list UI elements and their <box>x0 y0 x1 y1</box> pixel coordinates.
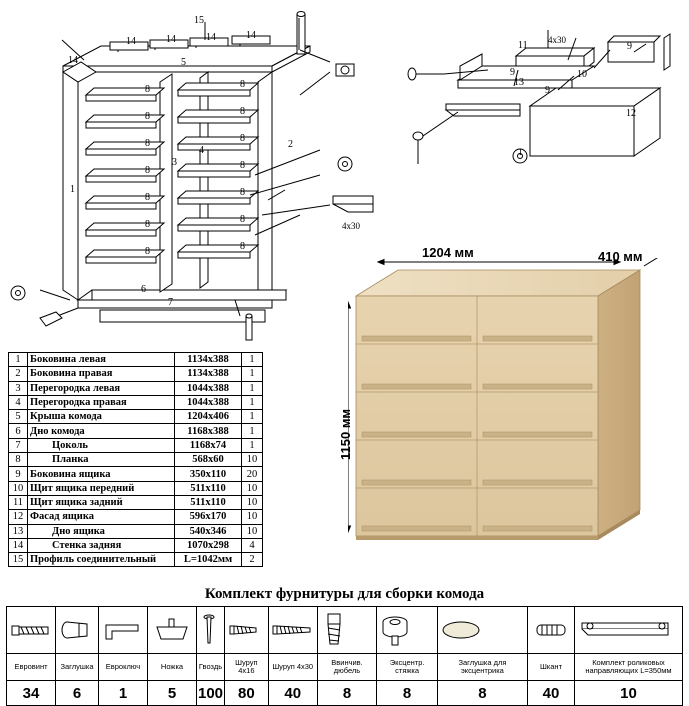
part-name: Планка <box>28 453 175 467</box>
callout-8-l4: 8 <box>145 165 150 176</box>
table-row <box>9 453 263 467</box>
hardware-name: Заглушка <box>56 654 99 681</box>
callout-14-e: 14 <box>68 55 78 66</box>
part-name: Боковина правая <box>28 367 175 381</box>
part-quantity: 2 <box>242 553 263 567</box>
hardware-quantity: 6 <box>56 681 99 706</box>
callout-14-b: 14 <box>166 34 176 45</box>
screw-4x16-icon <box>225 607 269 654</box>
drawer-callout-13: 13 <box>514 77 524 88</box>
table-row <box>9 381 263 395</box>
callout-8-l2: 8 <box>145 111 150 122</box>
hardware-name: Евровинт <box>7 654 56 681</box>
part-name: Перегородка правая <box>28 395 175 409</box>
hardware-quantity: 34 <box>7 681 56 706</box>
part-index: 9 <box>9 467 28 481</box>
callout-5: 5 <box>181 57 186 68</box>
part-dimension: 540х346 <box>175 524 242 538</box>
callout-7: 7 <box>168 297 173 308</box>
table-row <box>9 424 263 438</box>
table-row <box>9 467 263 481</box>
part-index: 7 <box>9 438 28 452</box>
nail-icon <box>197 607 225 654</box>
callout-8-r2: 8 <box>240 106 245 117</box>
drawer-callout-9-right: 9 <box>627 41 632 52</box>
callout-8-r5: 8 <box>240 187 245 198</box>
table-row <box>9 353 263 367</box>
part-quantity: 1 <box>242 410 263 424</box>
callout-8-l1: 8 <box>145 84 150 95</box>
hardware-name: Шкант <box>527 654 574 681</box>
callout-8-r7: 8 <box>240 241 245 252</box>
callout-14-a: 14 <box>126 36 136 47</box>
part-index: 11 <box>9 495 28 509</box>
hardware-quantity: 10 <box>575 681 683 706</box>
foot-icon <box>148 607 197 654</box>
part-quantity: 10 <box>242 495 263 509</box>
part-index: 5 <box>9 410 28 424</box>
part-dimension: 1044х388 <box>175 381 242 395</box>
hardware-qty-row <box>7 681 683 706</box>
hardware-name: Шуруп 4х16 <box>225 654 269 681</box>
part-quantity: 10 <box>242 524 263 538</box>
parts-table-body <box>9 353 263 567</box>
callout-8-r4: 8 <box>240 160 245 171</box>
part-index: 13 <box>9 524 28 538</box>
hardware-quantity: 1 <box>99 681 148 706</box>
cap-plug-icon <box>56 607 99 654</box>
callout-14-d: 14 <box>246 30 256 41</box>
cam-lock-icon <box>377 607 438 654</box>
main-exploded-view <box>0 0 400 345</box>
depth-dimension-label: 410 мм <box>598 249 643 264</box>
callout-2: 2 <box>288 139 293 150</box>
part-dimension: L=1042мм <box>175 553 242 567</box>
part-index: 12 <box>9 510 28 524</box>
part-index: 10 <box>9 481 28 495</box>
part-quantity: 1 <box>242 438 263 452</box>
part-quantity: 20 <box>242 467 263 481</box>
drawer-callout-1: 1 <box>518 147 523 157</box>
part-dimension: 1134х388 <box>175 367 242 381</box>
callout-8-r1: 8 <box>240 79 245 90</box>
callout-6: 6 <box>141 284 146 295</box>
hardware-quantity: 8 <box>317 681 377 706</box>
drawer-callout-12: 12 <box>626 108 636 119</box>
allen-key-icon <box>99 607 148 654</box>
part-name: Крыша комода <box>28 410 175 424</box>
hardware-name: Ножка <box>148 654 197 681</box>
part-quantity: 1 <box>242 381 263 395</box>
part-quantity: 10 <box>242 453 263 467</box>
part-quantity: 1 <box>242 367 263 381</box>
dowel-icon <box>317 607 377 654</box>
hardware-name: Ввинчив. дюбель <box>317 654 377 681</box>
hardware-quantity: 80 <box>225 681 269 706</box>
width-dimension-label: 1204 мм <box>422 245 474 260</box>
hardware-name: Гвоздь <box>197 654 225 681</box>
part-index: 6 <box>9 424 28 438</box>
part-quantity: 1 <box>242 395 263 409</box>
part-name: Дно комода <box>28 424 175 438</box>
screw-4x30-icon <box>268 607 317 654</box>
drawer-callout-10: 10 <box>577 69 587 80</box>
hardware-icons-row <box>7 607 683 654</box>
hardware-kit-title: Комплект фурнитуры для сборки комода <box>204 586 485 602</box>
hardware-name: Заглушка для эксцентрика <box>437 654 527 681</box>
callout-1: 1 <box>70 184 75 195</box>
part-name: Дно ящика <box>28 524 175 538</box>
table-row <box>9 481 263 495</box>
table-row <box>9 538 263 552</box>
callout-8-l7: 8 <box>145 246 150 257</box>
part-index: 4 <box>9 395 28 409</box>
part-dimension: 511х110 <box>175 481 242 495</box>
part-dimension: 1204х406 <box>175 410 242 424</box>
table-row <box>9 524 263 538</box>
euro-screw-icon <box>7 607 56 654</box>
table-row <box>9 410 263 424</box>
part-quantity: 1 <box>242 353 263 367</box>
table-row <box>9 553 263 567</box>
callout-4: 4 <box>199 145 204 156</box>
part-quantity: 4 <box>242 538 263 552</box>
part-index: 2 <box>9 367 28 381</box>
drawer-callout-4x30: 4х30 <box>548 35 566 45</box>
part-dimension: 1070х298 <box>175 538 242 552</box>
part-dimension: 568х60 <box>175 453 242 467</box>
slide-rail-icon <box>575 607 683 654</box>
callout-8-l3: 8 <box>145 138 150 149</box>
part-name: Стенка задняя <box>28 538 175 552</box>
part-quantity: 10 <box>242 481 263 495</box>
drawer-callout-11: 11 <box>518 40 528 51</box>
hardware-quantity: 8 <box>377 681 438 706</box>
hardware-quantity: 100 <box>197 681 225 706</box>
drawer-callout-9-mid: 9 <box>545 85 550 96</box>
part-dimension: 511х110 <box>175 495 242 509</box>
callout-8-l5: 8 <box>145 192 150 203</box>
hardware-quantity: 8 <box>437 681 527 706</box>
parts-table <box>8 352 263 567</box>
table-row <box>9 395 263 409</box>
hardware-table <box>6 606 683 706</box>
part-name: Щит ящика задний <box>28 495 175 509</box>
hardware-name: Эксцентр. стяжка <box>377 654 438 681</box>
callout-15: 15 <box>194 15 204 26</box>
part-dimension: 350х110 <box>175 467 242 481</box>
part-name: Цоколь <box>28 438 175 452</box>
table-row <box>9 438 263 452</box>
table-row <box>9 495 263 509</box>
height-dimension-label: 1150 мм <box>338 408 353 460</box>
dowel-pin-icon <box>527 607 574 654</box>
callout-8-l6: 8 <box>145 219 150 230</box>
part-index: 15 <box>9 553 28 567</box>
part-name: Боковина левая <box>28 353 175 367</box>
callout-3: 3 <box>172 157 177 168</box>
part-name: Перегородка левая <box>28 381 175 395</box>
part-dimension: 1044х388 <box>175 395 242 409</box>
hardware-quantity: 40 <box>268 681 317 706</box>
part-name: Профиль соединительный <box>28 553 175 567</box>
part-name: Фасад ящика <box>28 510 175 524</box>
table-row <box>9 510 263 524</box>
part-dimension: 596х170 <box>175 510 242 524</box>
callout-screw-4x30-main: 4х30 <box>342 221 360 231</box>
product-render <box>348 258 678 563</box>
part-index: 1 <box>9 353 28 367</box>
table-row <box>9 367 263 381</box>
callout-8-r3: 8 <box>240 133 245 144</box>
hardware-names-row <box>7 654 683 681</box>
part-quantity: 1 <box>242 424 263 438</box>
cam-cover-icon <box>437 607 527 654</box>
part-index: 3 <box>9 381 28 395</box>
hardware-name: Шуруп 4х30 <box>268 654 317 681</box>
hardware-quantity: 40 <box>527 681 574 706</box>
part-dimension: 1134х388 <box>175 353 242 367</box>
part-index: 8 <box>9 453 28 467</box>
drawer-callout-9-left: 9 <box>510 67 515 78</box>
hardware-name: Комплект роликовых направляющих L=350мм <box>575 654 683 681</box>
hardware-name: Евроключ <box>99 654 148 681</box>
part-index: 14 <box>9 538 28 552</box>
part-name: Боковина ящика <box>28 467 175 481</box>
part-dimension: 1168х388 <box>175 424 242 438</box>
callout-14-c: 14 <box>206 32 216 43</box>
hardware-quantity: 5 <box>148 681 197 706</box>
drawer-exploded-view <box>398 8 689 168</box>
part-dimension: 1168х74 <box>175 438 242 452</box>
part-name: Щит ящика передний <box>28 481 175 495</box>
callout-8-r6: 8 <box>240 214 245 225</box>
part-quantity: 10 <box>242 510 263 524</box>
